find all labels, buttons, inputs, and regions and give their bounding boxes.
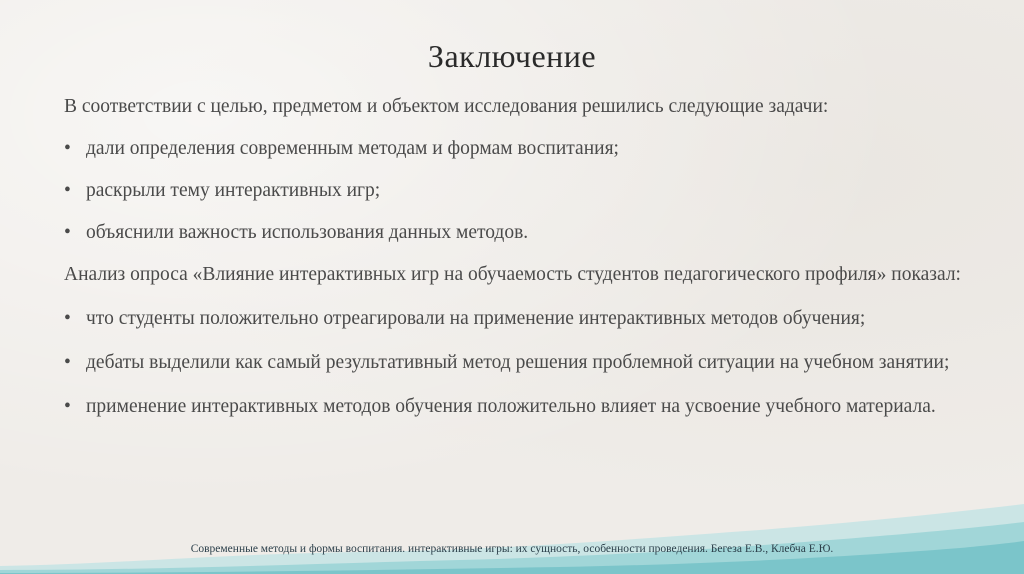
bullet-icon: • xyxy=(64,138,71,159)
bullet-icon: • xyxy=(64,180,71,201)
finding-item-text: что студенты положительно отреагировали на применение интерактивных методов обучения; xyxy=(86,308,866,329)
task-item xyxy=(64,179,984,202)
slide-title: Заключение xyxy=(427,38,597,74)
slide-footer-citation: Современные методы и формы воспитания. интерактивные игры: их сущность, особенности проведения. Бегеза Е.В., Клебча Е.Ю. xyxy=(190,543,834,555)
bullet-icon: • xyxy=(64,352,71,373)
task-item xyxy=(64,137,984,160)
intro-paragraph: В соответствии с целью, предметом и объектом исследования решились следующие задачи: xyxy=(64,96,829,117)
task-item-text: раскрыли тему интерактивных игр; xyxy=(86,180,381,201)
task-item xyxy=(64,221,984,244)
finding-item-text: дебаты выделили как самый результативный метод решения проблемной ситуации на учебном занятии; xyxy=(86,352,950,373)
task-item-text: дали определения современным методам и формам воспитания; xyxy=(86,138,619,159)
bullet-icon: • xyxy=(64,308,71,329)
finding-item xyxy=(64,307,984,330)
task-item-text: объяснили важность использования данных методов. xyxy=(86,222,529,243)
slide-body xyxy=(64,95,984,418)
finding-item-text: применение интерактивных методов обучения положительно влияет на усвоение учебного материала. xyxy=(86,396,936,417)
watercolor-wave-decoration xyxy=(0,474,1024,574)
bullet-icon: • xyxy=(64,396,71,417)
finding-item xyxy=(64,351,984,374)
finding-item xyxy=(64,395,984,418)
analysis-paragraph: Анализ опроса «Влияние интерактивных игр на обучаемость студентов педагогического профиля» показал: xyxy=(64,264,961,285)
bullet-icon: • xyxy=(64,222,71,243)
